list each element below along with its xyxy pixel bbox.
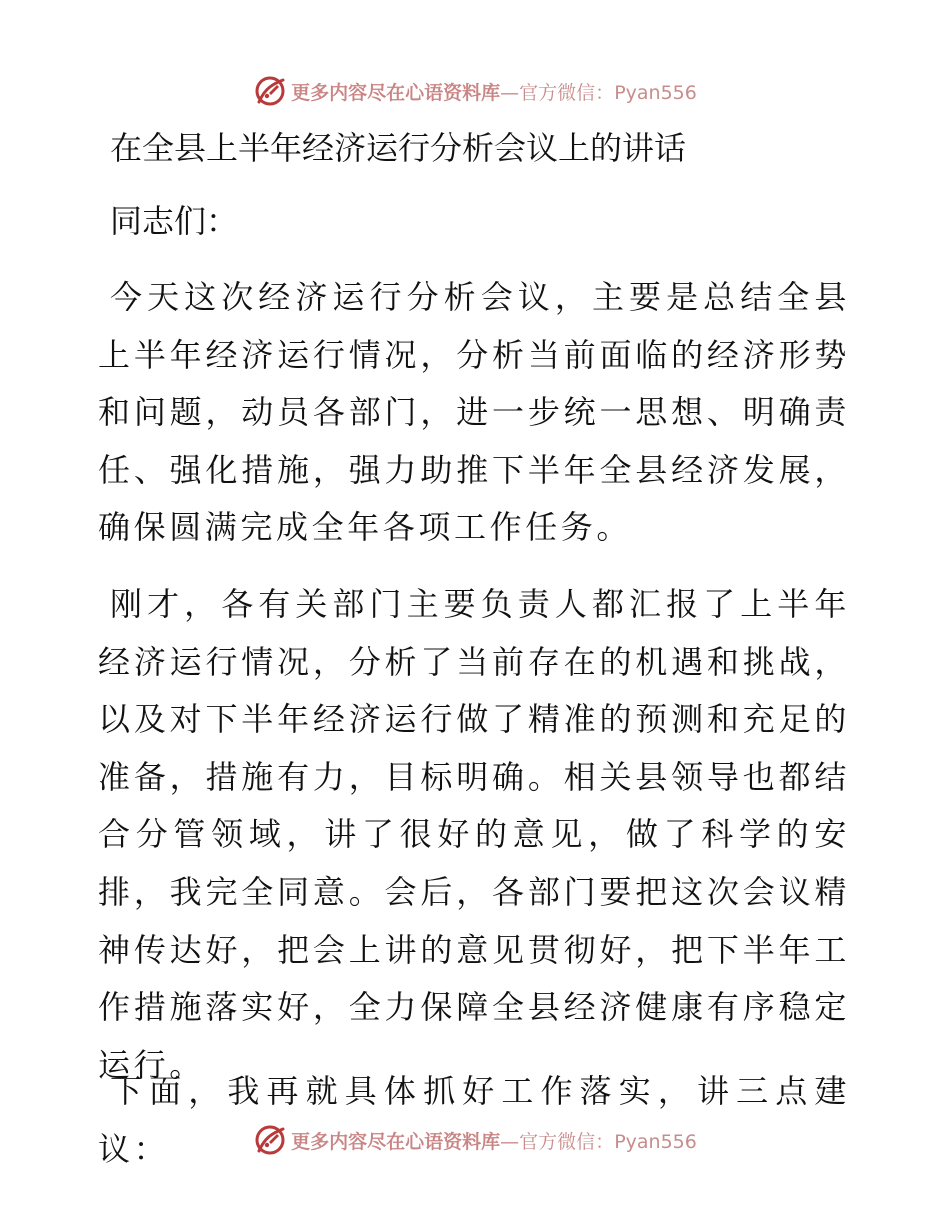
watermark-main: 更多内容尽在心语资料库 [291, 81, 501, 104]
pen-swirl-logo-icon [253, 74, 287, 108]
watermark-separator: — [500, 81, 520, 104]
watermark-contact: 官方微信： [519, 1130, 615, 1153]
paragraph: 今天这次经济运行分析会议，主要是总结全县上半年经济运行情况，分析当前面临的经济形势和问题，动员各部门，进一步统一思想、明确责任、强化措施，强力助推下半年全县经济发展，确保圆满完成全年各项工作任务。 [98, 278, 850, 547]
watermark-id: Pyan556 [614, 81, 697, 104]
watermark-separator: — [500, 1130, 520, 1153]
pen-swirl-logo-icon [253, 1123, 287, 1157]
watermark-text [291, 1127, 697, 1154]
watermark-id: Pyan556 [614, 1130, 697, 1153]
salutation: 同志们： [110, 202, 239, 240]
paragraph: 下面，我再就具体抓好工作落实，讲三点建议： [98, 1072, 850, 1168]
watermark-main: 更多内容尽在心语资料库 [291, 1130, 501, 1153]
paragraph: 刚才，各有关部门主要负责人都汇报了上半年经济运行情况，分析了当前存在的机遇和挑战，以及对下半年经济运行做了精准的预测和充足的准备，措施有力，目标明确。相关县领导也都结合分管领域，讲了很好的意见，做了科学的安排，我完全同意。会后，各部门要把这次会议精神传达好，把会上讲的意见贯彻好，把下半年工作措施落实好，全力保障全县经济健康有序稳定运行。 [98, 585, 850, 1084]
watermark-contact: 官方微信： [519, 81, 615, 104]
watermark-header [0, 71, 950, 111]
watermark-footer [0, 1120, 950, 1160]
watermark-text [291, 78, 697, 105]
document-title: 在全县上半年经济运行分析会议上的讲话 [110, 129, 687, 167]
